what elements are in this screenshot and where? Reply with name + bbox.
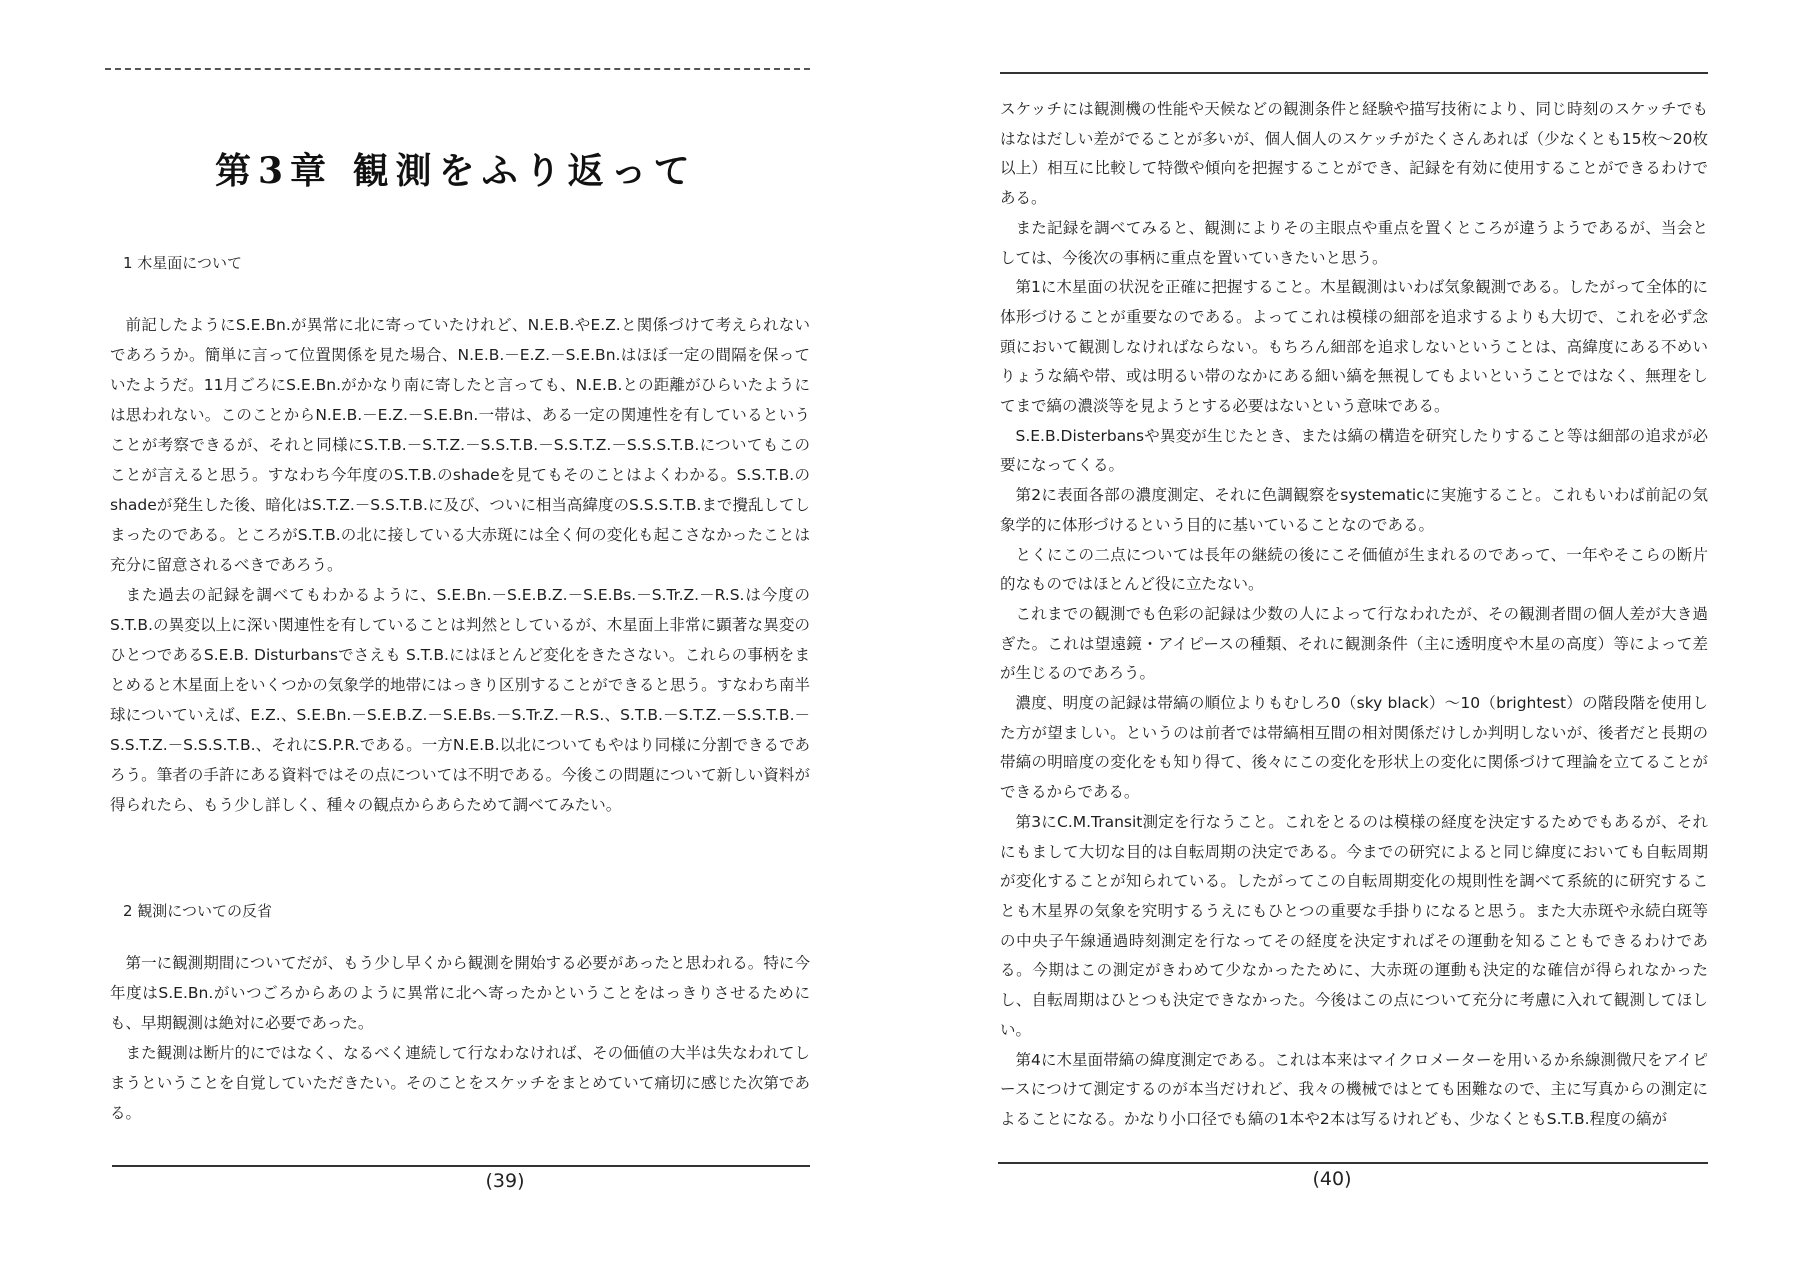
- section2-body: [110, 948, 810, 1128]
- chapter-title: 第3章 観測をふり返って: [215, 150, 697, 192]
- page-number: (39): [485, 1170, 525, 1192]
- paragraph: S.E.B.Disterbansや異変が生じたとき、または縞の構造を研究したりすること等は細部の追求が必要になってくる。: [1000, 426, 1708, 475]
- right-body: [1000, 95, 1708, 1135]
- paragraph: 前記したようにS.E.Bn.が異常に北に寄っていたけれど、N.E.B.やE.Z.と関係づけて考えられないであろうか。簡単に言って位置関係を見た場合、N.E.B.－E.Z.－S.E.Bn.はほぼ一定の間隔を保っていたようだ。11月ごろにS.E.Bn.がかなり南に寄したと言っても、N.E.B.との距離がひらいたようには思われない。このことからN.E.B.－E.Z.－S.E.Bn.一帯は、ある一定の関連性を有しているということが考察できるが、それと同様にS.T.B.－S.T.Z.－S.S.T.B.－S.S.T.Z.－S.S.S.T.B.についてもこのことが言えると思う。すなわち今年度のS.T.B.のshadeを見てもそのことはよくわかる。S.S.T.B.のshadeが発生した後、暗化はS.T.Z.－S.S.T.B.に及び、ついに相当高緯度のS.S.S.T.B.まで攪乱してしまったのである。ところがS.T.B.の北に接している大赤斑には全く何の変化も起こさなかったことは充分に留意されるべきであろう。: [110, 316, 810, 574]
- top-rule: [105, 68, 810, 70]
- section1-body: [110, 310, 810, 820]
- right-page: [900, 0, 1800, 1272]
- paragraph: 濃度、明度の記録は帯縞の順位よりもむしろ0（sky black）～10（brightest）の階段階を使用した方が望ましい。というのは前者では帯縞相互間の相対関係だけしか判明しないが、後者だと長期の帯縞の明暗度の変化をも知り得て、後々にこの変化を形状上の変化に関係づけて理論を立てることができるからである。: [1000, 694, 1708, 802]
- paragraph: また記録を調べてみると、観測によりその主眼点や重点を置くところが違うようであるが、当会としては、今後次の事柄に重点を置いていきたいと思う。: [1000, 218, 1708, 267]
- paragraph: 第4に木星面帯縞の緯度測定である。これは本来はマイクロメーターを用いるか糸線測微尺をアイピースにつけて測定するのが本当だけれど、我々の機械ではとても困難なので、主に写真からの測定によることになる。かなり小口径でも縞の1本や2本は写るけれども、少なくともS.T.B.程度の縞が: [1000, 1050, 1708, 1128]
- paragraph: 第一に観測期間についてだが、もう少し早くから観測を開始する必要があったと思われる。特に今年度はS.E.Bn.がいつごろからあのように異常に北へ寄ったかということをはっきりさせるためにも、早期観測は絶対に必要であった。: [110, 954, 810, 1032]
- paragraph: 第1に木星面の状況を正確に把握すること。木星観測はいわば気象観測である。したがって全体的に体形づけることが重要なのである。よってこれは模様の細部を追求するよりも大切で、これを必ず念頭において観測しなければならない。もちろん細部を追求しないということは、高緯度にある不めいりょうな縞や帯、或は明るい帯のなかにある細い縞を無視してもよいということではなく、無理をしてまで縞の濃淡等を見ようとする必要はないという意味である。: [1000, 278, 1708, 416]
- paragraph: これまでの観測でも色彩の記録は少数の人によって行なわれたが、その観測者間の個人差が大き過ぎた。これは望遠鏡・アイピースの種類、それに観測条件（主に透明度や木星の高度）等によって差が生じるのであろう。: [1000, 604, 1708, 683]
- top-rule: [1000, 72, 1708, 74]
- bottom-rule: [998, 1162, 1708, 1164]
- page-number: (40): [1312, 1168, 1352, 1190]
- section-heading-observation-reflection: 2 観測についての反省: [123, 902, 273, 920]
- bottom-rule: [112, 1165, 810, 1167]
- paragraph: 第3にC.M.Transit測定を行なうこと。これをとるのは模様の経度を決定するためでもあるが、それにもまして大切な目的は自転周期の決定である。今までの研究によると同じ緯度においても自転周期が変化することが知られている。したがってこの自転周期変化の規則性を調べて系統的に研究することも木星界の気象を究明するうえにもひとつの重要な手掛りになると思う。また大赤斑や永続白斑等の中央子午線通過時刻測定を行なってその経度を決定すればその運動を知ることもできるわけである。今期はこの測定がきわめて少なかったために、大赤斑の運動も決定的な確信が得られなかったし、自転周期はひとつも決定できなかった。今後はこの点について充分に考慮に入れて観測してほしい。: [1000, 812, 1708, 1039]
- paragraph: 第2に表面各部の濃度測定、それに色調観察をsystematicに実施すること。これもいわば前記の気象学的に体形づけるという目的に基いていることなのである。: [1000, 486, 1708, 534]
- paragraph: スケッチには観測機の性能や天候などの観測条件と経験や描写技術により、同じ時刻のスケッチでもはなはだしい差がでることが多いが、個人個人のスケッチがたくさんあれば（少なくとも15枚～20枚以上）相互に比較して特徴や傾向を把握することができ、記録を有効に使用することができるわけである。: [1000, 100, 1708, 208]
- paragraph: また観測は断片的にではなく、なるべく連続して行なわなければ、その価値の大半は失なわれてしまうということを自覚していただきたい。そのことをスケッチをまとめていて痛切に感じた次第である。: [110, 1044, 810, 1122]
- paragraph: とくにこの二点については長年の継続の後にこそ価値が生まれるのであって、一年やそこらの断片的なものではほとんど役に立たない。: [1000, 545, 1708, 594]
- paragraph: また過去の記録を調べてもわかるように、S.E.Bn.－S.E.B.Z.－S.E.Bs.－S.Tr.Z.－R.S.は今度のS.T.B.の異変以上に深い関連性を有していることは判然としているが、木星面上非常に顕著な異変のひとつであるS.E.B. Disturbansでさえも S.T.B.にはほとんど変化をきたさない。これらの事柄をまとめると木星面上をいくつかの気象学的地帯にはっきり区別することができると思う。すなわち南半球についていえば、E.Z.、S.E.Bn.－S.E.B.Z.－S.E.Bs.－S.Tr.Z.－R.S.、S.T.B.－S.T.Z.－S.S.T.B.－S.S.T.Z.－S.S.S.T.B.、それにS.P.R.である。一方N.E.B.以北についてもやはり同様に分割できるであろう。筆者の手許にある資料ではその点については不明である。今後この問題について新しい資料が得られたら、もう少し詳しく、種々の観点からあらためて調べてみたい。: [110, 586, 810, 814]
- section-heading-jupiter-surface: 1 木星面について: [123, 254, 243, 272]
